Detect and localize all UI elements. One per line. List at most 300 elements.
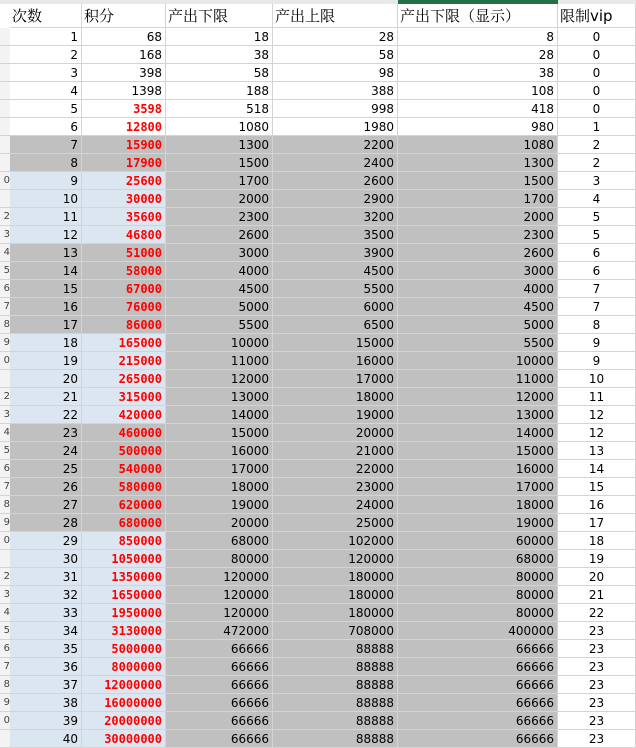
row-number[interactable] [0, 190, 10, 208]
cell-count[interactable]: 15 [10, 280, 82, 298]
cell-output-min[interactable]: 4000 [166, 262, 273, 280]
cell-output-min[interactable]: 66666 [166, 676, 273, 694]
cell-points[interactable]: 17900 [82, 154, 166, 172]
cell-points[interactable]: 58000 [82, 262, 166, 280]
cell-count[interactable]: 21 [10, 388, 82, 406]
cell-points[interactable]: 16000000 [82, 694, 166, 712]
cell-output-min-display[interactable]: 1080 [398, 136, 558, 154]
cell-output-max[interactable]: 88888 [273, 658, 398, 676]
cell-output-min[interactable]: 18 [166, 28, 273, 46]
cell-points[interactable]: 1950000 [82, 604, 166, 622]
cell-vip-limit[interactable]: 11 [558, 388, 636, 406]
cell-count[interactable]: 12 [10, 226, 82, 244]
cell-output-min[interactable]: 17000 [166, 460, 273, 478]
cell-output-min[interactable]: 472000 [166, 622, 273, 640]
cell-output-min[interactable]: 16000 [166, 442, 273, 460]
cell-output-min-display[interactable]: 66666 [398, 730, 558, 748]
cell-count[interactable]: 18 [10, 334, 82, 352]
cell-output-min-display[interactable]: 38 [398, 64, 558, 82]
cell-output-max[interactable]: 3200 [273, 208, 398, 226]
table-row [0, 208, 636, 226]
cell-output-max[interactable]: 180000 [273, 568, 398, 586]
cell-points[interactable]: 580000 [82, 478, 166, 496]
cell-output-min[interactable]: 1700 [166, 172, 273, 190]
row-number[interactable] [0, 370, 10, 388]
cell-vip-limit[interactable]: 0 [558, 64, 636, 82]
cell-vip-limit[interactable]: 21 [558, 586, 636, 604]
row-number[interactable]: 9 [0, 334, 10, 352]
row-number[interactable]: 6 [0, 640, 10, 658]
table-row [0, 154, 636, 172]
cell-vip-limit[interactable]: 6 [558, 262, 636, 280]
cell-output-min-display[interactable]: 4000 [398, 280, 558, 298]
row-number[interactable]: 8 [0, 496, 10, 514]
cell-vip-limit[interactable]: 14 [558, 460, 636, 478]
row-number[interactable] [0, 46, 10, 64]
cell-vip-limit[interactable]: 12 [558, 424, 636, 442]
cell-vip-limit[interactable]: 12 [558, 406, 636, 424]
cell-output-min[interactable]: 18000 [166, 478, 273, 496]
cell-points[interactable]: 5000000 [82, 640, 166, 658]
cell-output-min-display[interactable]: 66666 [398, 712, 558, 730]
row-number[interactable]: 0 [0, 712, 10, 730]
cell-output-min[interactable]: 1300 [166, 136, 273, 154]
table-row [0, 406, 636, 424]
cell-points[interactable]: 8000000 [82, 658, 166, 676]
cell-output-min[interactable]: 66666 [166, 712, 273, 730]
cell-output-max[interactable]: 6000 [273, 298, 398, 316]
cell-count[interactable]: 10 [10, 190, 82, 208]
cell-output-max[interactable]: 98 [273, 64, 398, 82]
cell-output-min[interactable]: 5000 [166, 298, 273, 316]
cell-output-max[interactable]: 2200 [273, 136, 398, 154]
cell-vip-limit[interactable]: 16 [558, 496, 636, 514]
cell-output-min[interactable]: 4500 [166, 280, 273, 298]
row-number[interactable]: 2 [0, 388, 10, 406]
header-output-max[interactable]: 产出上限 [273, 4, 398, 28]
cell-output-max[interactable]: 19000 [273, 406, 398, 424]
cell-output-min-display[interactable]: 8 [398, 28, 558, 46]
cell-output-max[interactable]: 998 [273, 100, 398, 118]
cell-count[interactable]: 31 [10, 568, 82, 586]
row-number[interactable]: 6 [0, 280, 10, 298]
cell-vip-limit[interactable]: 23 [558, 712, 636, 730]
cell-output-min-display[interactable]: 1500 [398, 172, 558, 190]
cell-points[interactable]: 398 [82, 64, 166, 82]
table-row [0, 676, 636, 694]
cell-points[interactable]: 30000 [82, 190, 166, 208]
cell-vip-limit[interactable]: 1 [558, 118, 636, 136]
cell-vip-limit[interactable]: 8 [558, 316, 636, 334]
header-points[interactable]: 积分 [82, 4, 166, 28]
table-row [0, 46, 636, 64]
row-number[interactable] [0, 28, 10, 46]
cell-output-min-display[interactable]: 80000 [398, 568, 558, 586]
cell-output-max[interactable]: 2400 [273, 154, 398, 172]
cell-count[interactable]: 2 [10, 46, 82, 64]
cell-output-min-display[interactable]: 2300 [398, 226, 558, 244]
cell-output-min[interactable]: 80000 [166, 550, 273, 568]
header-output-min[interactable]: 产出下限 [166, 4, 273, 28]
cell-vip-limit[interactable]: 13 [558, 442, 636, 460]
cell-output-max[interactable]: 3900 [273, 244, 398, 262]
cell-output-min-display[interactable]: 66666 [398, 676, 558, 694]
table-row [0, 352, 636, 370]
cell-count[interactable]: 35 [10, 640, 82, 658]
cell-vip-limit[interactable]: 17 [558, 514, 636, 532]
cell-output-min[interactable]: 13000 [166, 388, 273, 406]
cell-count[interactable]: 7 [10, 136, 82, 154]
row-number[interactable]: 4 [0, 244, 10, 262]
cell-count[interactable]: 20 [10, 370, 82, 388]
row-number[interactable]: 5 [0, 262, 10, 280]
row-number[interactable]: 0 [0, 172, 10, 190]
cell-output-max[interactable]: 180000 [273, 604, 398, 622]
cell-count[interactable]: 1 [10, 28, 82, 46]
cell-vip-limit[interactable]: 23 [558, 676, 636, 694]
cell-output-max[interactable]: 1980 [273, 118, 398, 136]
cell-count[interactable]: 14 [10, 262, 82, 280]
cell-points[interactable]: 540000 [82, 460, 166, 478]
row-number[interactable]: 7 [0, 658, 10, 676]
cell-output-max[interactable]: 708000 [273, 622, 398, 640]
row-number[interactable]: 3 [0, 586, 10, 604]
row-number[interactable] [0, 550, 10, 568]
cell-output-min-display[interactable]: 5000 [398, 316, 558, 334]
cell-vip-limit[interactable]: 0 [558, 82, 636, 100]
cell-output-max[interactable]: 388 [273, 82, 398, 100]
cell-points[interactable]: 76000 [82, 298, 166, 316]
cell-vip-limit[interactable]: 19 [558, 550, 636, 568]
cell-count[interactable]: 11 [10, 208, 82, 226]
cell-points[interactable]: 1050000 [82, 550, 166, 568]
cell-output-max[interactable]: 5500 [273, 280, 398, 298]
cell-count[interactable]: 28 [10, 514, 82, 532]
cell-points[interactable]: 168 [82, 46, 166, 64]
cell-points[interactable]: 215000 [82, 352, 166, 370]
cell-output-min-display[interactable]: 400000 [398, 622, 558, 640]
cell-output-max[interactable]: 3500 [273, 226, 398, 244]
row-number[interactable] [0, 730, 10, 748]
cell-output-max[interactable]: 2600 [273, 172, 398, 190]
cell-vip-limit[interactable]: 23 [558, 658, 636, 676]
cell-output-max[interactable]: 20000 [273, 424, 398, 442]
cell-output-min-display[interactable]: 3000 [398, 262, 558, 280]
row-number[interactable]: 7 [0, 298, 10, 316]
cell-count[interactable]: 39 [10, 712, 82, 730]
cell-output-max[interactable]: 15000 [273, 334, 398, 352]
cell-output-min-display[interactable]: 4500 [398, 298, 558, 316]
row-number[interactable]: 2 [0, 208, 10, 226]
cell-output-max[interactable]: 120000 [273, 550, 398, 568]
cell-output-min[interactable]: 2000 [166, 190, 273, 208]
cell-count[interactable]: 9 [10, 172, 82, 190]
cell-output-min[interactable]: 38 [166, 46, 273, 64]
cell-points[interactable]: 3130000 [82, 622, 166, 640]
cell-output-min-display[interactable]: 11000 [398, 370, 558, 388]
cell-output-min-display[interactable]: 66666 [398, 640, 558, 658]
cell-points[interactable]: 51000 [82, 244, 166, 262]
cell-output-min-display[interactable]: 108 [398, 82, 558, 100]
cell-output-max[interactable]: 102000 [273, 532, 398, 550]
table-row [0, 82, 636, 100]
cell-output-min-display[interactable]: 980 [398, 118, 558, 136]
cell-vip-limit[interactable]: 2 [558, 136, 636, 154]
cell-points[interactable]: 265000 [82, 370, 166, 388]
table-row [0, 496, 636, 514]
cell-output-min-display[interactable]: 14000 [398, 424, 558, 442]
cell-output-max[interactable]: 88888 [273, 676, 398, 694]
cell-vip-limit[interactable]: 10 [558, 370, 636, 388]
cell-output-min-display[interactable]: 10000 [398, 352, 558, 370]
cell-output-max[interactable]: 88888 [273, 640, 398, 658]
cell-output-min[interactable]: 10000 [166, 334, 273, 352]
row-number[interactable]: 9 [0, 514, 10, 532]
cell-count[interactable]: 36 [10, 658, 82, 676]
cell-vip-limit[interactable]: 9 [558, 334, 636, 352]
cell-points[interactable]: 315000 [82, 388, 166, 406]
cell-count[interactable]: 17 [10, 316, 82, 334]
cell-output-min[interactable]: 66666 [166, 640, 273, 658]
cell-count[interactable]: 22 [10, 406, 82, 424]
cell-output-min-display[interactable]: 16000 [398, 460, 558, 478]
cell-vip-limit[interactable]: 23 [558, 730, 636, 748]
header-vip-limit[interactable]: 限制vip [558, 4, 636, 28]
cell-points[interactable]: 67000 [82, 280, 166, 298]
row-number[interactable]: 5 [0, 622, 10, 640]
cell-output-min[interactable]: 66666 [166, 658, 273, 676]
cell-count[interactable]: 29 [10, 532, 82, 550]
cell-vip-limit[interactable]: 6 [558, 244, 636, 262]
cell-vip-limit[interactable]: 23 [558, 640, 636, 658]
cell-count[interactable]: 3 [10, 64, 82, 82]
cell-output-min[interactable]: 120000 [166, 568, 273, 586]
cell-vip-limit[interactable]: 22 [558, 604, 636, 622]
row-number[interactable]: 3 [0, 226, 10, 244]
cell-output-min[interactable]: 12000 [166, 370, 273, 388]
cell-output-min-display[interactable]: 28 [398, 46, 558, 64]
header-output-min-display[interactable]: 产出下限（显示） [398, 4, 558, 28]
cell-output-min[interactable]: 19000 [166, 496, 273, 514]
cell-points[interactable]: 12800 [82, 118, 166, 136]
cell-output-min[interactable]: 2600 [166, 226, 273, 244]
row-number[interactable]: 7 [0, 478, 10, 496]
cell-vip-limit[interactable]: 23 [558, 622, 636, 640]
cell-output-max[interactable]: 88888 [273, 712, 398, 730]
cell-points[interactable]: 20000000 [82, 712, 166, 730]
cell-points[interactable]: 35600 [82, 208, 166, 226]
cell-output-max[interactable]: 23000 [273, 478, 398, 496]
cell-count[interactable]: 13 [10, 244, 82, 262]
cell-output-min-display[interactable]: 5500 [398, 334, 558, 352]
cell-count[interactable]: 34 [10, 622, 82, 640]
cell-output-min-display[interactable]: 68000 [398, 550, 558, 568]
row-number[interactable] [0, 100, 10, 118]
cell-output-min[interactable]: 188 [166, 82, 273, 100]
cell-output-max[interactable]: 24000 [273, 496, 398, 514]
cell-output-min[interactable]: 3000 [166, 244, 273, 262]
cell-output-max[interactable]: 6500 [273, 316, 398, 334]
cell-output-min[interactable]: 5500 [166, 316, 273, 334]
table-row [0, 550, 636, 568]
cell-points[interactable]: 25600 [82, 172, 166, 190]
cell-output-max[interactable]: 180000 [273, 586, 398, 604]
cell-points[interactable]: 15900 [82, 136, 166, 154]
cell-output-min[interactable]: 58 [166, 64, 273, 82]
cell-count[interactable]: 33 [10, 604, 82, 622]
cell-output-min-display[interactable]: 2600 [398, 244, 558, 262]
cell-count[interactable]: 32 [10, 586, 82, 604]
cell-output-min[interactable]: 15000 [166, 424, 273, 442]
cell-vip-limit[interactable]: 0 [558, 46, 636, 64]
cell-output-min[interactable]: 20000 [166, 514, 273, 532]
table-row [0, 190, 636, 208]
cell-output-min[interactable]: 2300 [166, 208, 273, 226]
cell-output-max[interactable]: 58 [273, 46, 398, 64]
cell-output-min[interactable]: 11000 [166, 352, 273, 370]
cell-output-min-display[interactable]: 66666 [398, 694, 558, 712]
cell-points[interactable]: 1398 [82, 82, 166, 100]
cell-count[interactable]: 40 [10, 730, 82, 748]
cell-output-min[interactable]: 1080 [166, 118, 273, 136]
cell-output-max[interactable]: 88888 [273, 730, 398, 748]
cell-count[interactable]: 25 [10, 460, 82, 478]
cell-output-max[interactable]: 88888 [273, 694, 398, 712]
cell-points[interactable]: 3598 [82, 100, 166, 118]
row-number[interactable]: 3 [0, 406, 10, 424]
cell-count[interactable]: 6 [10, 118, 82, 136]
cell-output-min[interactable]: 14000 [166, 406, 273, 424]
cell-points[interactable]: 46800 [82, 226, 166, 244]
cell-vip-limit[interactable]: 3 [558, 172, 636, 190]
cell-points[interactable]: 1350000 [82, 568, 166, 586]
row-number[interactable]: 4 [0, 604, 10, 622]
row-number[interactable]: 0 [0, 352, 10, 370]
cell-output-min[interactable]: 518 [166, 100, 273, 118]
cell-output-min-display[interactable]: 2000 [398, 208, 558, 226]
cell-count[interactable]: 4 [10, 82, 82, 100]
cell-output-max[interactable]: 28 [273, 28, 398, 46]
cell-vip-limit[interactable]: 5 [558, 208, 636, 226]
cell-output-min-display[interactable]: 12000 [398, 388, 558, 406]
cell-output-min[interactable]: 68000 [166, 532, 273, 550]
table-row [0, 478, 636, 496]
cell-output-min[interactable]: 120000 [166, 586, 273, 604]
cell-vip-limit[interactable]: 4 [558, 190, 636, 208]
row-number[interactable]: 8 [0, 676, 10, 694]
cell-points[interactable]: 86000 [82, 316, 166, 334]
header-count[interactable]: 次数 [10, 4, 82, 28]
cell-vip-limit[interactable]: 9 [558, 352, 636, 370]
cell-points[interactable]: 420000 [82, 406, 166, 424]
cell-count[interactable]: 37 [10, 676, 82, 694]
cell-output-min-display[interactable]: 418 [398, 100, 558, 118]
cell-points[interactable]: 12000000 [82, 676, 166, 694]
cell-output-max[interactable]: 22000 [273, 460, 398, 478]
table-row [0, 460, 636, 478]
cell-points[interactable]: 500000 [82, 442, 166, 460]
cell-count[interactable]: 23 [10, 424, 82, 442]
row-number[interactable]: 4 [0, 424, 10, 442]
cell-output-min[interactable]: 66666 [166, 730, 273, 748]
row-number[interactable] [0, 118, 10, 136]
cell-vip-limit[interactable]: 7 [558, 298, 636, 316]
cell-output-min-display[interactable]: 13000 [398, 406, 558, 424]
table-row [0, 226, 636, 244]
cell-points[interactable]: 68 [82, 28, 166, 46]
cell-vip-limit[interactable]: 18 [558, 532, 636, 550]
cell-output-min-display[interactable]: 80000 [398, 586, 558, 604]
cell-points[interactable]: 165000 [82, 334, 166, 352]
cell-points[interactable]: 30000000 [82, 730, 166, 748]
cell-count[interactable]: 27 [10, 496, 82, 514]
cell-output-min[interactable]: 120000 [166, 604, 273, 622]
cell-output-max[interactable]: 18000 [273, 388, 398, 406]
cell-output-max[interactable]: 25000 [273, 514, 398, 532]
cell-output-min-display[interactable]: 60000 [398, 532, 558, 550]
row-number[interactable]: 9 [0, 694, 10, 712]
cell-output-max[interactable]: 4500 [273, 262, 398, 280]
cell-points[interactable]: 620000 [82, 496, 166, 514]
cell-vip-limit[interactable]: 7 [558, 280, 636, 298]
cell-points[interactable]: 1650000 [82, 586, 166, 604]
cell-output-max[interactable]: 16000 [273, 352, 398, 370]
cell-vip-limit[interactable]: 0 [558, 28, 636, 46]
row-number[interactable]: 2 [0, 568, 10, 586]
cell-vip-limit[interactable]: 23 [558, 694, 636, 712]
cell-vip-limit[interactable]: 15 [558, 478, 636, 496]
cell-output-max[interactable]: 21000 [273, 442, 398, 460]
cell-output-min-display[interactable]: 15000 [398, 442, 558, 460]
cell-output-min-display[interactable]: 18000 [398, 496, 558, 514]
cell-count[interactable]: 24 [10, 442, 82, 460]
cell-output-min-display[interactable]: 66666 [398, 658, 558, 676]
cell-output-min-display[interactable]: 1700 [398, 190, 558, 208]
cell-count[interactable]: 16 [10, 298, 82, 316]
cell-output-min-display[interactable]: 17000 [398, 478, 558, 496]
cell-count[interactable]: 5 [10, 100, 82, 118]
cell-output-max[interactable]: 2900 [273, 190, 398, 208]
cell-count[interactable]: 30 [10, 550, 82, 568]
row-number[interactable]: 0 [0, 532, 10, 550]
row-number[interactable]: 6 [0, 460, 10, 478]
cell-count[interactable]: 26 [10, 478, 82, 496]
cell-output-min-display[interactable]: 19000 [398, 514, 558, 532]
cell-vip-limit[interactable]: 0 [558, 100, 636, 118]
cell-points[interactable]: 680000 [82, 514, 166, 532]
cell-output-min[interactable]: 66666 [166, 694, 273, 712]
cell-count[interactable]: 38 [10, 694, 82, 712]
row-number[interactable] [0, 64, 10, 82]
cell-output-min[interactable]: 1500 [166, 154, 273, 172]
row-number[interactable] [0, 82, 10, 100]
cell-points[interactable]: 460000 [82, 424, 166, 442]
row-number[interactable] [0, 154, 10, 172]
row-number[interactable] [0, 136, 10, 154]
cell-vip-limit[interactable]: 5 [558, 226, 636, 244]
cell-vip-limit[interactable]: 20 [558, 568, 636, 586]
cell-vip-limit[interactable]: 2 [558, 154, 636, 172]
row-number[interactable]: 5 [0, 442, 10, 460]
table-row [0, 244, 636, 262]
cell-count[interactable]: 8 [10, 154, 82, 172]
cell-output-min-display[interactable]: 80000 [398, 604, 558, 622]
cell-output-min-display[interactable]: 1300 [398, 154, 558, 172]
row-number[interactable]: 8 [0, 316, 10, 334]
cell-points[interactable]: 850000 [82, 532, 166, 550]
cell-output-max[interactable]: 17000 [273, 370, 398, 388]
cell-count[interactable]: 19 [10, 352, 82, 370]
